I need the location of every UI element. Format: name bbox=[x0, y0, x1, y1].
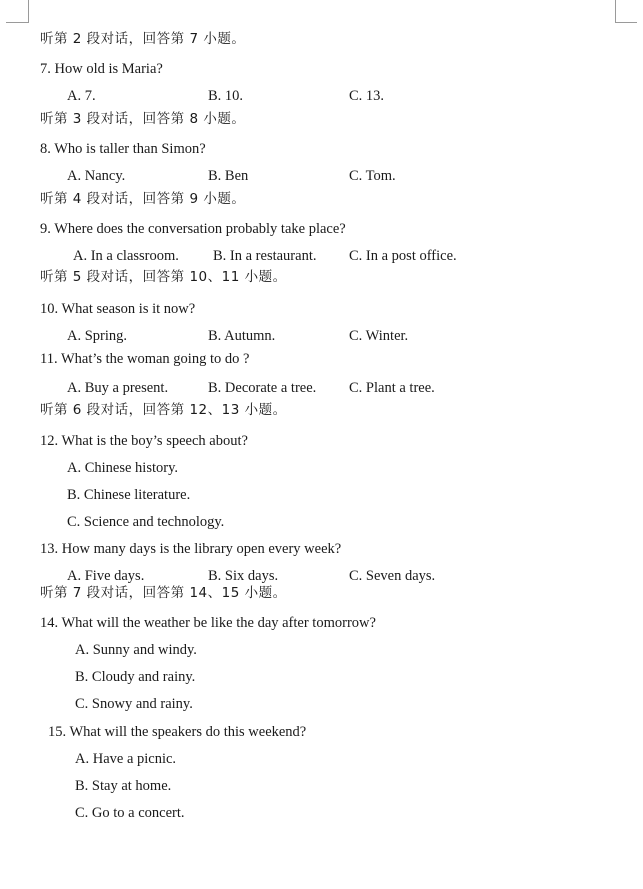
question-15-option-a: A. Have a picnic. bbox=[75, 751, 177, 767]
question-11-option-b: B. Decorate a tree. bbox=[208, 380, 317, 396]
question-13-stem: 13. How many days is the library open every week? bbox=[40, 541, 342, 557]
question-14-option-c: C. Snowy and rainy. bbox=[75, 696, 193, 712]
question-13-option-c: C. Seven days. bbox=[349, 568, 436, 584]
question-15-option-b: B. Stay at home. bbox=[75, 778, 172, 794]
question-10-option-c: C. Winter. bbox=[349, 328, 409, 344]
question-12-option-c: C. Science and technology. bbox=[67, 514, 225, 530]
question-13-option-b: B. Six days. bbox=[208, 568, 279, 584]
crop-mark-left-vertical bbox=[28, 0, 29, 22]
question-9-option-b: B. In a restaurant. bbox=[213, 248, 317, 264]
question-12-option-b: B. Chinese literature. bbox=[67, 487, 191, 503]
question-9-stem: 9. Where does the conversation probably take place? bbox=[40, 221, 346, 237]
question-12-stem: 12. What is the boy’s speech about? bbox=[40, 433, 248, 449]
question-9-option-a: A. In a classroom. bbox=[73, 248, 179, 264]
question-12-option-a: A. Chinese history. bbox=[67, 460, 179, 476]
question-14-option-b: B. Cloudy and rainy. bbox=[75, 669, 196, 685]
crop-mark-right-horizontal bbox=[615, 22, 637, 23]
question-7-option-b: B. 10. bbox=[208, 88, 244, 104]
crop-mark-left-horizontal bbox=[6, 22, 29, 23]
question-13-option-a: A. Five days. bbox=[67, 568, 145, 584]
section-heading-2: 听第 2 段对话，回答第 7 小题。 bbox=[40, 31, 246, 47]
question-14-option-a: A. Sunny and windy. bbox=[75, 642, 197, 658]
section-heading-7: 听第 7 段对话，回答第 14、15 小题。 bbox=[40, 585, 287, 601]
question-7-option-a: A. 7. bbox=[67, 88, 96, 104]
question-14-stem: 14. What will the weather be like the day after tomorrow? bbox=[40, 615, 376, 631]
question-8-stem: 8. Who is taller than Simon? bbox=[40, 141, 206, 157]
section-heading-6: 听第 6 段对话，回答第 12、13 小题。 bbox=[40, 402, 287, 418]
question-8-option-b: B. Ben bbox=[208, 168, 249, 184]
question-15-option-c: C. Go to a concert. bbox=[75, 805, 185, 821]
question-10-option-a: A. Spring. bbox=[67, 328, 128, 344]
question-9-option-c: C. In a post office. bbox=[349, 248, 457, 264]
question-8-option-c: C. Tom. bbox=[349, 168, 396, 184]
question-11-stem: 11. What’s the woman going to do ? bbox=[40, 351, 250, 367]
question-11-option-a: A. Buy a present. bbox=[67, 380, 169, 396]
question-7-option-c: C. 13. bbox=[349, 88, 385, 104]
section-heading-3: 听第 3 段对话，回答第 8 小题。 bbox=[40, 111, 246, 127]
section-heading-4: 听第 4 段对话，回答第 9 小题。 bbox=[40, 191, 246, 207]
question-8-option-a: A. Nancy. bbox=[67, 168, 126, 184]
section-heading-5: 听第 5 段对话，回答第 10、11 小题。 bbox=[40, 269, 287, 285]
question-15-stem: 15. What will the speakers do this weekend? bbox=[48, 724, 307, 740]
question-10-stem: 10. What season is it now? bbox=[40, 301, 196, 317]
question-10-option-b: B. Autumn. bbox=[208, 328, 276, 344]
question-11-option-c: C. Plant a tree. bbox=[349, 380, 435, 396]
crop-mark-right-vertical bbox=[615, 0, 616, 22]
question-7-stem: 7. How old is Maria? bbox=[40, 61, 163, 77]
